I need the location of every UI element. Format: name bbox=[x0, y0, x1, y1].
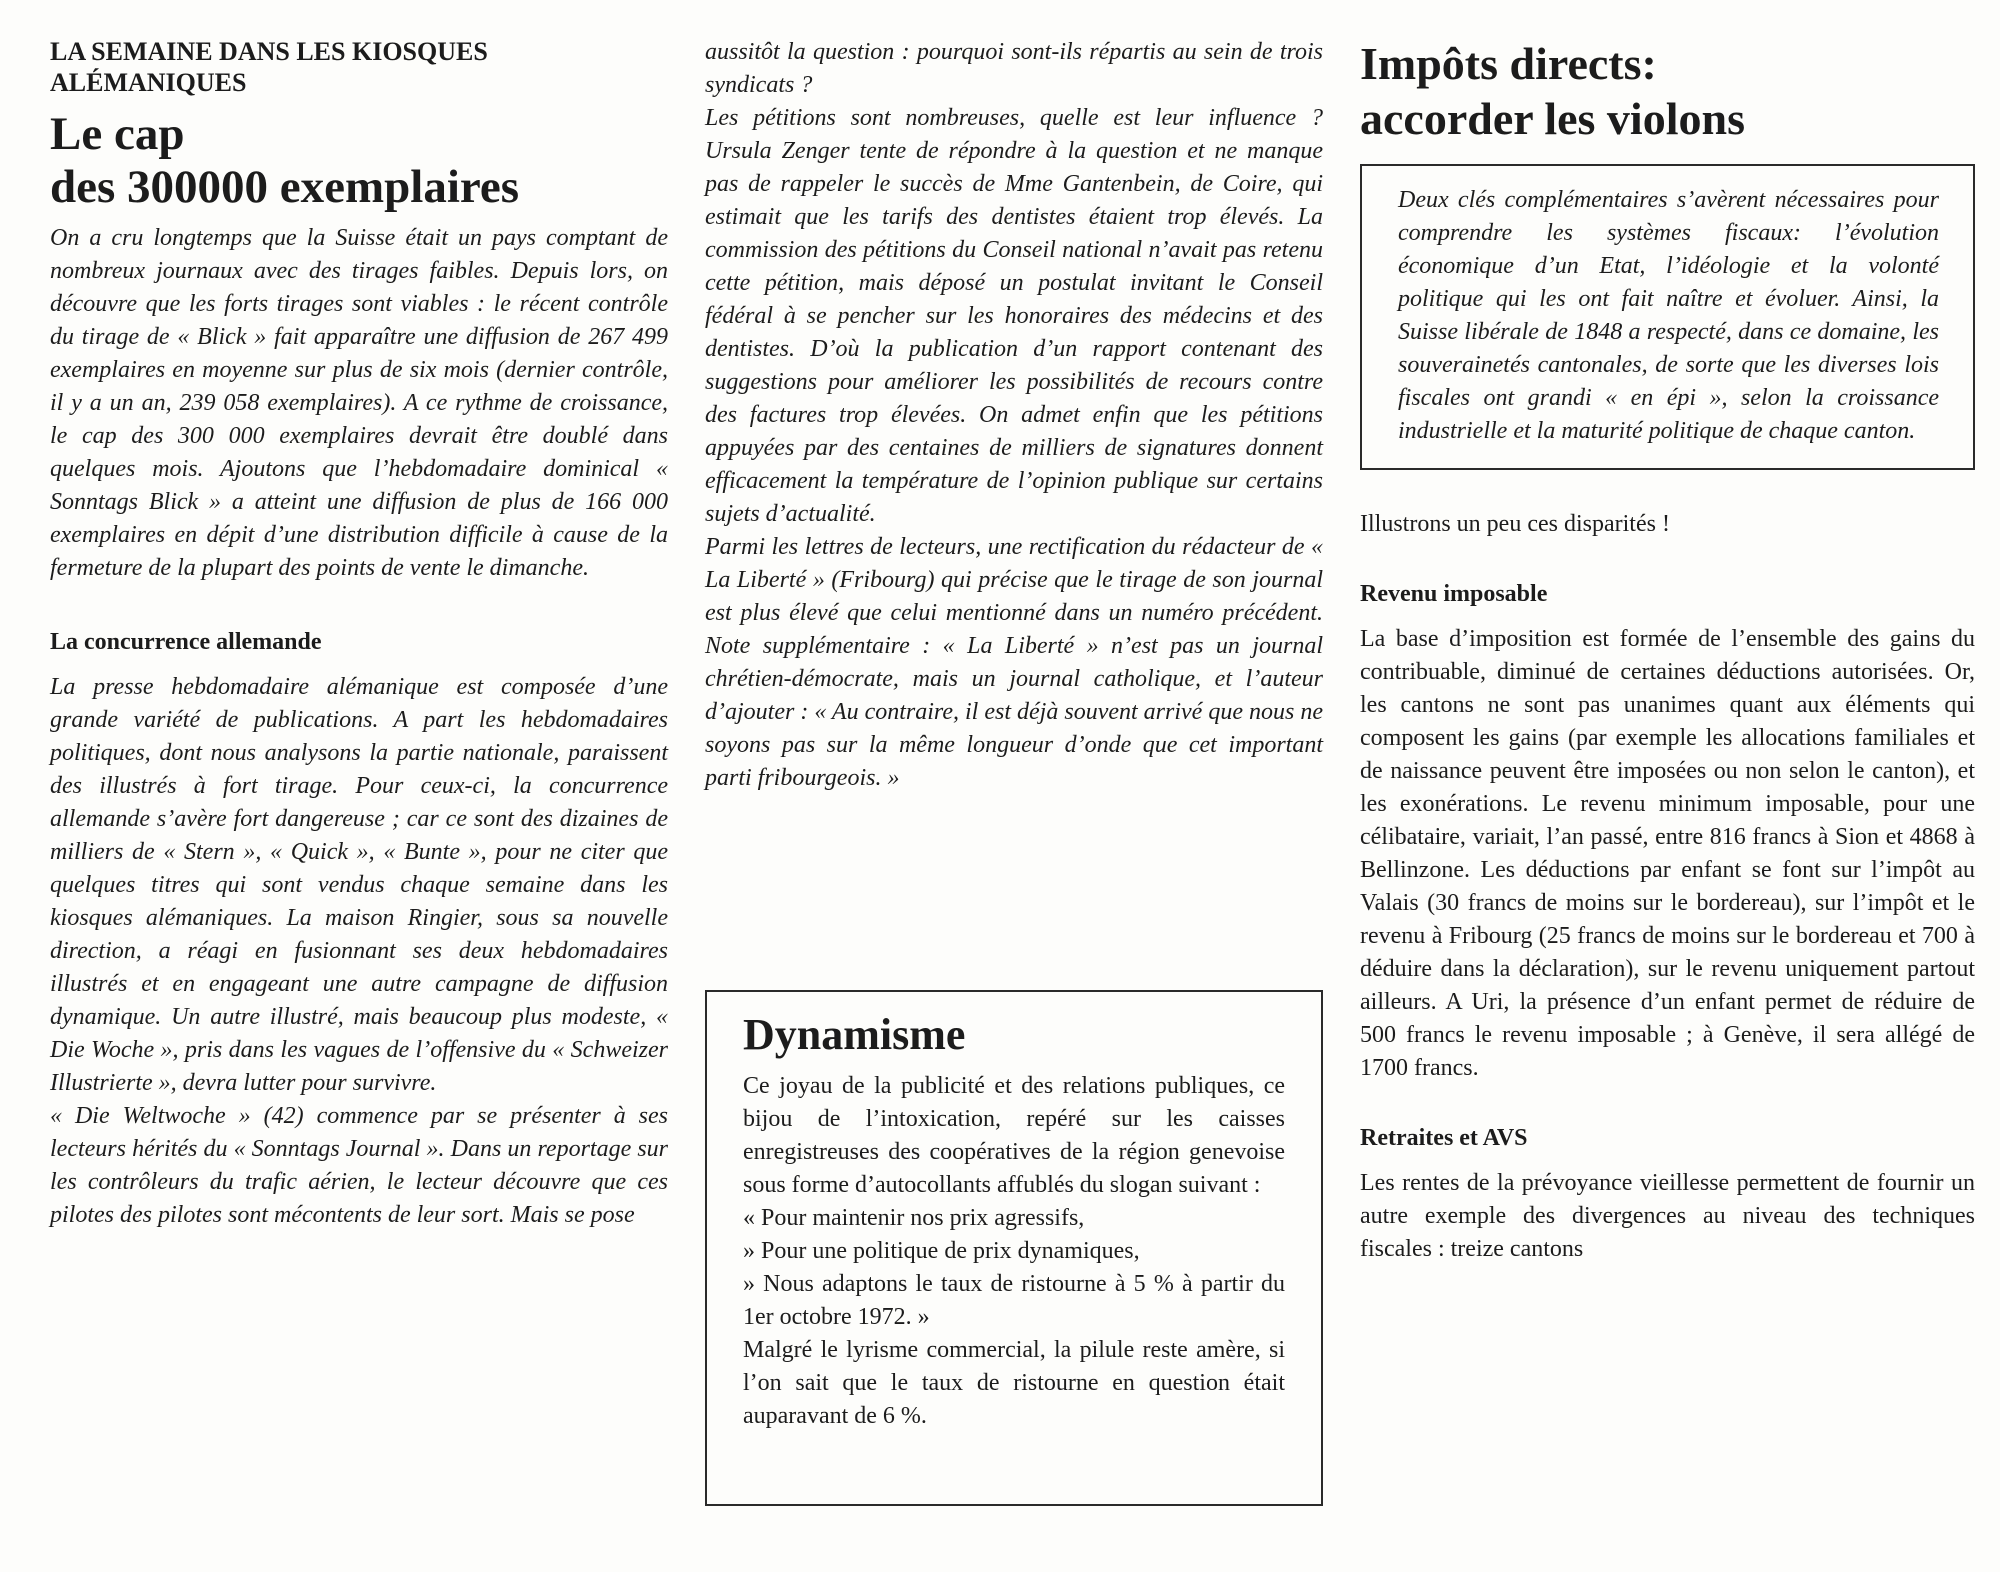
article-paragraph: Les pétitions sont nombreuses, quelle est leur influence ? Ursula Zenger tente de répondre à la question et ne manque pas de rappeler le succès de Mme Gantenbein, de Coire, qui estimait que les tarifs des dentistes étaient trop élevés. La commission des pétitions du Conseil national n’avait pas retenu cette pétition, mais déposé un postulat invitant le Conseil fédéral à se pencher sur les honoraires des médecins et des dentistes. D’où la publication d’un rapport contenant des suggestions pour améliorer les possibilités de recours contre des factures trop élevées. On admet enfin que les pétitions appuyées par des centaines de milliers de signatures donnent efficacement la température de l’opinion publique sur certains sujets d’actualité. bbox=[705, 105, 1323, 527]
box-title: Dynamisme bbox=[743, 1010, 966, 1059]
intro-paragraph: Deux clés complémentaires s’avèrent nécessaires pour comprendre les systèmes fiscaux: l’évolution économique d’un Etat, l’idéologie et la volonté politique qui les ont fait naître et évoluer. Ainsi, la Suisse libérale de 1848 a respecté, dans ce domaine, les souverainetés cantonales, de sorte que les diverses lois fiscales ont grandi « en épi », selon la croissance industrielle et la maturité politique de chaque canton. bbox=[1398, 187, 1939, 444]
sidebar-box-dynamisme bbox=[705, 990, 1323, 1506]
box-paragraph: Ce joyau de la publicité et des relations publiques, ce bijou de l’intoxication, repéré sur les caisses enregistreuses des coopératives de la région genevoise sous forme d’autocollants affublés du slogan suivant : bbox=[743, 1073, 1285, 1198]
box-quote-line: » Nous adaptons le taux de ristourne à 5 % à partir du 1er octobre 1972. » bbox=[743, 1271, 1285, 1330]
article-title bbox=[1360, 36, 1975, 146]
intro-box bbox=[1360, 164, 1975, 470]
section-subhead: Retraites et AVS bbox=[1360, 1125, 1528, 1151]
article-paragraph: Parmi les lettres de lecteurs, une rectification du rédacteur de « La Liberté » (Fribourg) qui précise que le tirage de son journal est plus élevé que celui mentionné dans un numéro précédent. Note supplémentaire : « La Liberté » n’est pas un journal chrétien-démocrate, mais un journal catholique, et l’auteur d’ajouter : « Au contraire, il est déjà souvent arrivé que nous ne soyons pas sur la même longueur d’onde que cet important parti fribourgeois. » bbox=[705, 534, 1323, 791]
article-paragraph: On a cru longtemps que la Suisse était un pays comptant de nombreux journaux avec des tirages faibles. Depuis lors, on découvre que les forts tirages sont viables : le récent contrôle du tirage de « Blick » fait apparaître une diffusion de 267 499 exemplaires en moyenne sur plus de six mois (dernier contrôle, il y a un an, 239 058 exemplaires). A ce rythme de croissance, le cap des 300 000 exemplaires devrait être doublé dans quelques mois. Ajoutons que l’hebdomadaire dominical « Sonntags Blick » a atteint une diffusion de plus de 166 000 exemplaires en dépit d’une distribution difficile à cause de la fermeture de la plupart des points de vente le dimanche. bbox=[50, 225, 668, 581]
article-paragraph: Les rentes de la prévoyance vieillesse permettent de fournir un autre exemple des divergences au niveau des techniques fiscales : treize cantons bbox=[1360, 1170, 1975, 1262]
box-paragraph: Malgré le lyrisme commercial, la pilule reste amère, si l’on sait que le taux de ristourne en question était auparavant de 6 %. bbox=[743, 1337, 1285, 1429]
section-subhead: La concurrence allemande bbox=[50, 629, 322, 655]
section-kicker: LA SEMAINE DANS LES KIOSQUES ALÉMANIQUES bbox=[50, 37, 488, 97]
article-title-line2: accorder les violons bbox=[1360, 93, 1745, 144]
article-title bbox=[50, 108, 668, 214]
article-paragraph: aussitôt la question : pourquoi sont-ils répartis au sein de trois syndicats ? bbox=[705, 39, 1323, 98]
column-left bbox=[50, 36, 668, 1232]
column-right bbox=[1360, 36, 1975, 1266]
article-paragraph: La base d’imposition est formée de l’ensemble des gains du contribuable, diminué de certaines déductions autorisées. Or, les cantons ne sont pas unanimes quant aux éléments qui composent les gains (par exemple les allocations familiales et de naissance peuvent être imposées ou non selon le canton), et les exonérations. Le revenu minimum imposable, pour une célibataire, variait, l’an passé, entre 816 francs à Sion et 4868 à Bellinzone. Les déductions par enfant se font sur l’impôt au Valais (30 francs de moins sur le bordereau), sur l’impôt et le revenu à Fribourg (25 francs de moins sur le bordereau et 700 à déduire dans la déclaration), sur le revenu uniquement partout ailleurs. A Uri, la présence d’un enfant permet de réduire de 500 francs le revenu imposable ; à Genève, il sera allégé de 1700 francs. bbox=[1360, 626, 1975, 1081]
article-paragraph: La presse hebdomadaire alémanique est composée d’une grande variété de publications. A part les hebdomadaires politiques, dont nous analysons la partie nationale, paraissent des illustrés à fort tirage. Pour ceux-ci, la concurrence allemande s’avère fort dangereuse ; car ce sont des dizaines de milliers de « Stern », « Quick », « Bunte », pour ne citer que quelques titres qui sont vendus chaque semaine dans les kiosques alémaniques. La maison Ringier, sous sa nouvelle direction, a réagi en fusionnant ses deux hebdomadaires illustrés et en engageant une autre campagne de diffusion dynamique. Un autre illustré, mais beaucoup plus modeste, « Die Woche », pris dans les vagues de l’offensive du « Schweizer Illustrierte », devra lutter pour survivre. bbox=[50, 674, 668, 1096]
article-paragraph: « Die Weltwoche » (42) commence par se présenter à ses lecteurs hérités du « Sonntags Journal ». Dans un reportage sur les contrôleurs du trafic aérien, le lecteur découvre que ces pilotes des pilotes sont mécontents de leur sort. Mais se pose bbox=[50, 1103, 668, 1228]
article-title-line1: Le cap bbox=[50, 108, 185, 160]
box-quote-line: « Pour maintenir nos prix agressifs, bbox=[743, 1205, 1085, 1231]
lead-sentence: Illustrons un peu ces disparités ! bbox=[1360, 511, 1670, 537]
article-title-line1: Impôts directs: bbox=[1360, 38, 1657, 89]
section-subhead: Revenu imposable bbox=[1360, 581, 1548, 607]
box-quote-line: » Pour une politique de prix dynamiques, bbox=[743, 1238, 1140, 1264]
article-title-line2: des 300000 exemplaires bbox=[50, 161, 520, 213]
column-middle bbox=[705, 36, 1323, 795]
